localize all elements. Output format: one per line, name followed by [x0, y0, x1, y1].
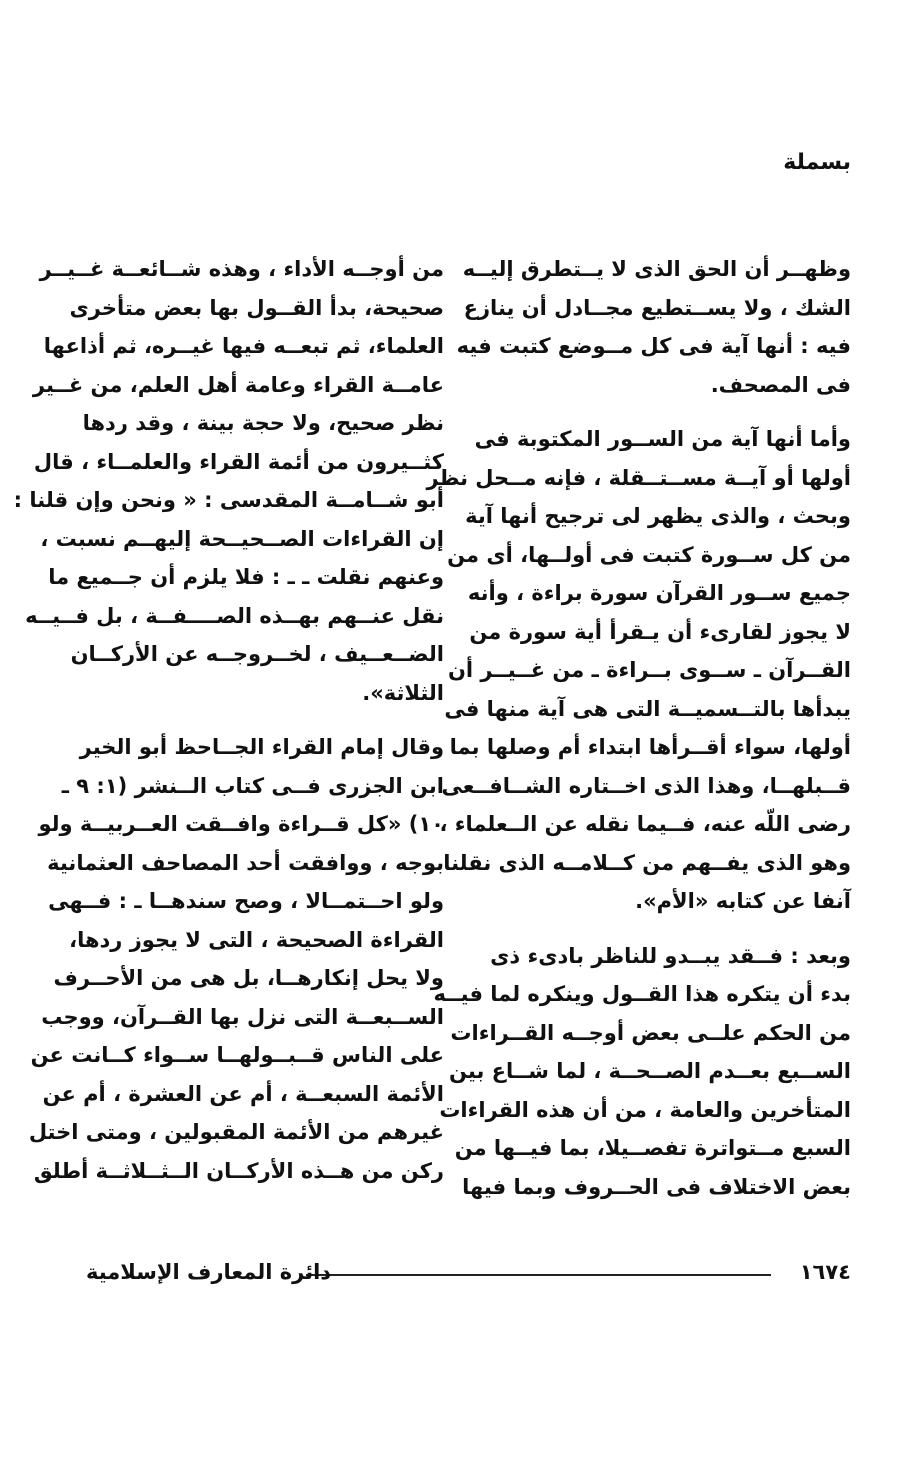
text-line: بوجه ، ووافقت أحد المصاحف العثمانية	[47, 850, 444, 875]
text-line: رضى اللّه عنه، فــيما نقله عن الــعلماء ،	[439, 812, 851, 836]
text-line: أولها، سواء أقــرأها ابتداء أم وصلها بما	[449, 735, 851, 759]
text-line: وعنهم نقلت ـ ـ : فلا يلزم أن جــميع ما	[48, 565, 444, 589]
text-line: إن القراءات الصــحيــحة إليهــم نسبت ،	[40, 526, 444, 551]
text-line: أولها أو آيــة مســتــقلة ، فإنه مــحل نظر	[426, 465, 851, 490]
page-footer	[86, 1260, 851, 1290]
text-line: الأئمة السبعــة ، أم عن العشرة ، أم عن	[42, 1081, 444, 1106]
text-line: ١٠) «كل قــراءة وافــقت العــربيــة ولو	[38, 812, 444, 836]
paragraph	[456, 250, 851, 404]
text-line: ولا يحل إنكارهــا، بل هى من الأحــرف	[53, 966, 444, 990]
text-line: وظهــر أن الحق الذى لا يــتطرق إليــه	[462, 257, 851, 281]
page-number: ١٦٧٤	[799, 1260, 851, 1284]
text-line: نظر صحيح، ولا حجة بينة ، وقد ردها	[82, 411, 444, 435]
text-line: الضــعــيف ، لخــروجــه عن الأركــان	[70, 642, 444, 666]
text-line: صحيحة، بدأ القــول بها بعض متأخرى	[69, 295, 444, 320]
text-line: ابن الجزرى فــى كتاب الــنشر (١: ٩ ـ	[61, 773, 444, 798]
text-line: الثلاثة».	[362, 680, 444, 705]
paragraph	[28, 728, 444, 1190]
text-line: قــبلهــا، وهذا الذى اخــتاره الشــافــعى	[441, 773, 851, 798]
text-line: من كل ســورة كتبت فى أولــها، أى من	[447, 542, 851, 567]
publication-title: دائرة المعارف الإسلامية	[86, 1260, 332, 1284]
left-column	[13, 250, 444, 1206]
right-column	[426, 250, 851, 1222]
text-line: فيه : أنها آية فى كل مــوضع كتبت فيه	[456, 334, 851, 358]
text-line: على الناس قــبــولهــا ســواء كــانت عن	[30, 1043, 444, 1067]
text-line: وقال إمام القراء الجــاحظ أبو الخير	[79, 735, 444, 759]
text-line: أبو شــامــة المقدسى : « ونحن وإن قلنا :	[13, 488, 444, 512]
paragraph	[426, 420, 851, 921]
text-line: وبعد : فــقد يبــدو للناظر بادىء ذى	[490, 943, 851, 968]
paragraph	[13, 250, 444, 712]
text-line: آنفا عن كتابه «الأم».	[635, 889, 851, 913]
text-line: السبع مــتواترة تفصــيلا، بما فيــها من	[454, 1136, 851, 1160]
text-line: من الحكم علــى بعض أوجــه القــراءات	[450, 1020, 851, 1045]
text-line: المتأخرين والعامة ، من أن هذه القراءات	[439, 1097, 851, 1122]
text-line: الســبعــة التى نزل بها القــرآن، ووجب	[41, 1004, 444, 1029]
paragraph	[433, 937, 851, 1207]
text-line: وأما أنها آية من الســور المكتوبة فى	[474, 427, 851, 451]
text-line: لا يجوز لقارىء أن يـقرأ أية سورة من	[469, 619, 851, 644]
text-line: غيرهم من الأئمة المقبولين ، ومتى اختل	[28, 1120, 444, 1144]
text-line: فى المصحف.	[710, 372, 851, 397]
text-line: ولو احــتمــالا ، وصح سندهــا ـ : فــهى	[48, 889, 444, 913]
text-line: القراءة الصحيحة ، التى لا يجوز ردها،	[69, 927, 444, 952]
running-head: بسملة	[783, 150, 851, 175]
text-line: الشك ، ولا يســتطيع مجــادل أن ينازع	[463, 295, 851, 320]
text-line: عامــة القراء وعامة أهل العلم، من غــير	[32, 372, 444, 397]
text-line: نقل عنــهم بهــذه الصــــفــة ، بل فــيــه	[25, 603, 444, 628]
text-line: يبدأها بالتــسميــة التى هى آية منها فى	[444, 696, 851, 721]
text-line: القــرآن ـ ســوى بــراءة ـ من غــيــر أن	[447, 658, 851, 682]
text-line: جميع ســور القرآن سورة براءة ، وأنه	[467, 581, 851, 605]
text-line: وبحث ، والذى يظهر لى ترجيح أنها آية	[465, 504, 851, 528]
text-line: من أوجــه الأداء ، وهذه شــائعــة غــيــر	[39, 257, 444, 281]
text-line: بدء أن يتكره هذا القــول وينكره لما فيــه	[433, 982, 851, 1006]
text-line: كثــيرون من أئمة القراء والعلمــاء ، قال	[33, 449, 444, 474]
text-line: ركن من هــذه الأركــان الــثــلاثــة أطلق	[33, 1158, 444, 1183]
text-line: العلماء، ثم تبعــه فيها غيــره، ثم أذاعها	[43, 334, 444, 358]
text-line: بعض الاختلاف فى الحــروف وبما فيها	[462, 1174, 851, 1199]
text-line: وهو الذى يفــهم من كــلامــه الذى نقلنا	[443, 850, 851, 875]
text-line: الســبع بعــدم الصــحــة ، لما شــاع بين	[449, 1059, 851, 1083]
footer-rule	[306, 1274, 771, 1276]
